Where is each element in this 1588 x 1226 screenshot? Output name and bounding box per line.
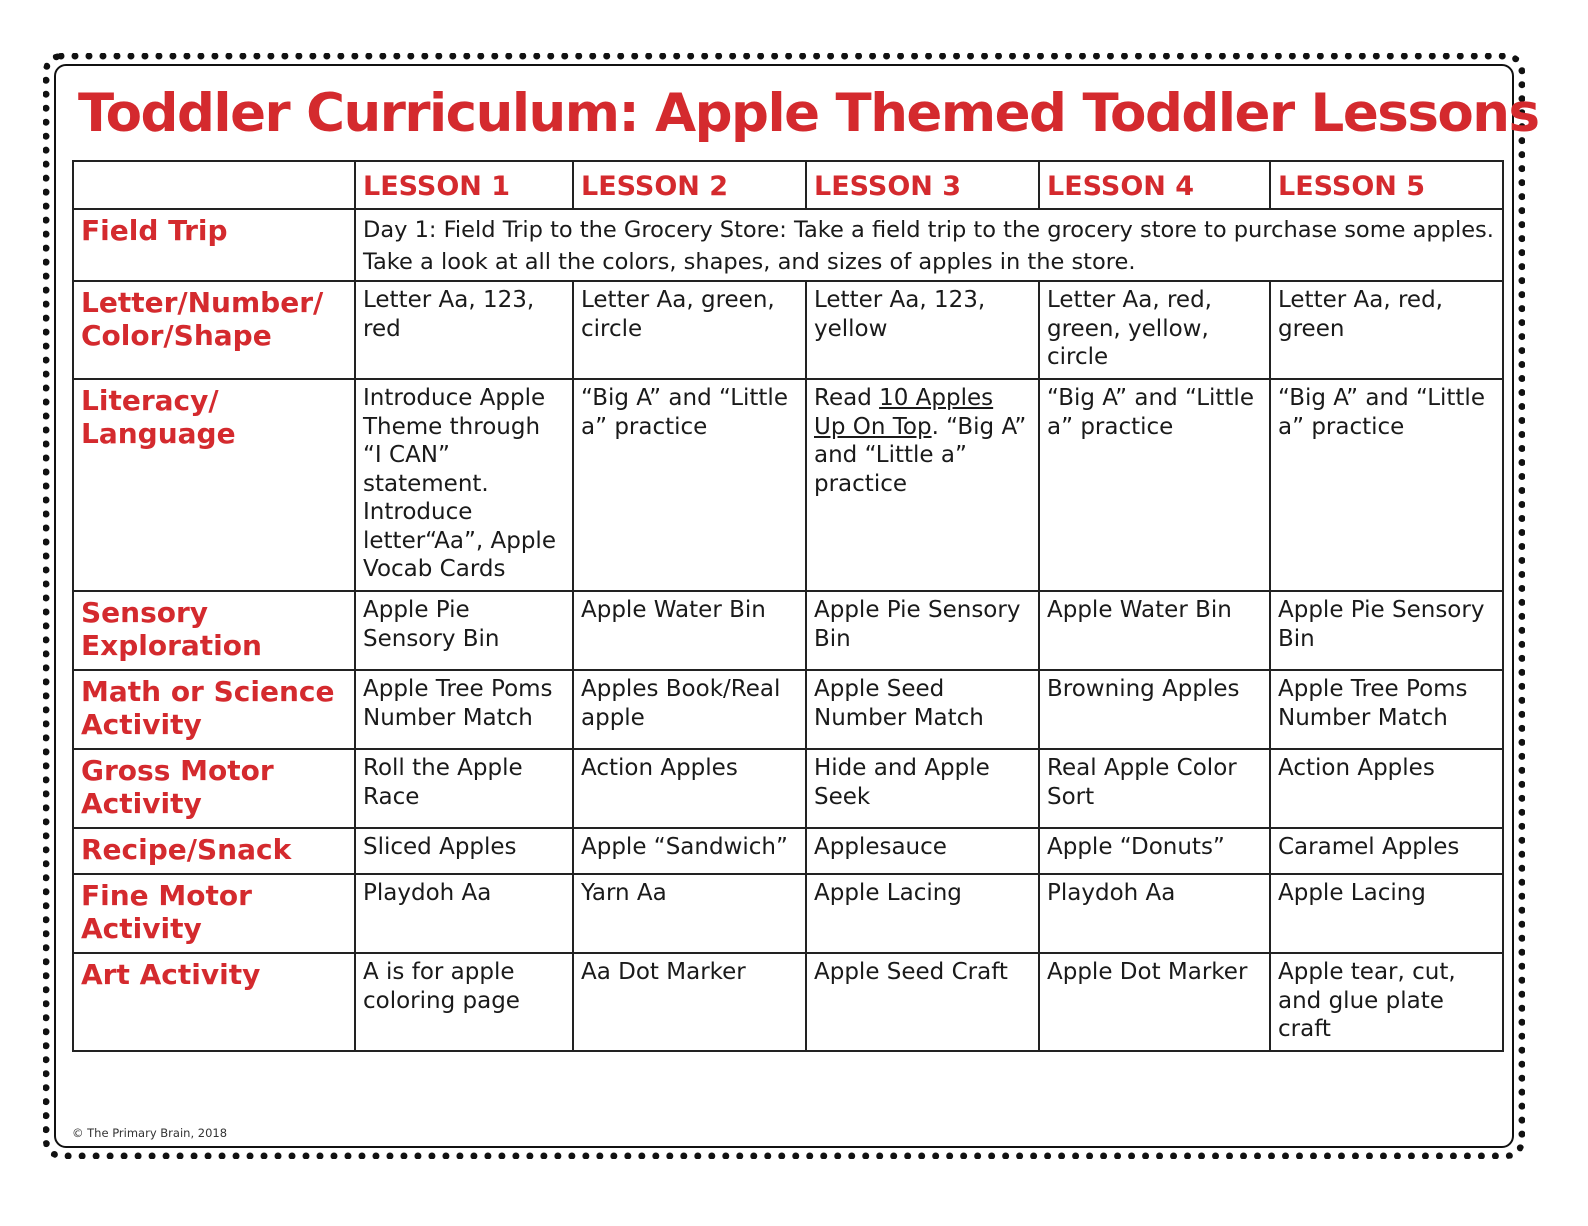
row-label: Art Activity [73,953,355,1051]
table-cell: Apple Pie Sensory Bin [806,591,1039,670]
table-cell: Browning Apples [1039,670,1270,749]
row-label: Fine Motor Activity [73,874,355,953]
header-row [73,161,1503,209]
table-cell: Apple “Donuts” [1039,828,1270,874]
field-trip-description: Day 1: Field Trip to the Grocery Store: Take a field trip to the grocery store to purchase some apples. Take a look at all the colors, shapes, and sizes of apples in the store. [355,209,1503,281]
table-cell: Letter Aa, green, circle [573,281,806,379]
table-cell: Playdoh Aa [355,874,573,953]
row-label: Recipe/Snack [73,828,355,874]
table-cell: Apple Dot Marker [1039,953,1270,1051]
table-cell: Apple Seed Number Match [806,670,1039,749]
lesson-header: LESSON 1 [355,161,573,209]
corner-cell [73,161,355,209]
table-row [73,874,1503,953]
table-cell: Apple Tree Poms Number Match [1270,670,1503,749]
table-row [73,379,1503,591]
table-row [73,591,1503,670]
table-cell: Apple Seed Craft [806,953,1039,1051]
table-cell: Apple Water Bin [1039,591,1270,670]
table-cell: Letter Aa, 123, red [355,281,573,379]
table-cell: Playdoh Aa [1039,874,1270,953]
table-cell: Apple Lacing [1270,874,1503,953]
page-title: Toddler Curriculum: Apple Themed Toddler Lessons [78,83,1539,144]
table-row [73,281,1503,379]
table-cell: Introduce Apple Theme through “I CAN” statement. Introduce letter“Aa”, Apple Vocab Cards [355,379,573,591]
table-cell: Apple Lacing [806,874,1039,953]
table-cell: Letter Aa, red, green, yellow, circle [1039,281,1270,379]
table-cell: Apple tear, cut, and glue plate craft [1270,953,1503,1051]
table-cell: Sliced Apples [355,828,573,874]
row-label: Sensory Exploration [73,591,355,670]
table-cell: Apple Pie Sensory Bin [1270,591,1503,670]
table-cell: Apple Tree Poms Number Match [355,670,573,749]
table-cell: Real Apple Color Sort [1039,749,1270,828]
table-row [73,953,1503,1051]
table-cell: Apples Book/Real apple [573,670,806,749]
table-row [73,749,1503,828]
table-cell: Yarn Aa [573,874,806,953]
table-cell: Aa Dot Marker [573,953,806,1051]
table-cell: Letter Aa, 123, yellow [806,281,1039,379]
lesson-header: LESSON 5 [1270,161,1503,209]
lesson-header: LESSON 3 [806,161,1039,209]
lesson-header: LESSON 4 [1039,161,1270,209]
table-cell: “Big A” and “Little a” practice [573,379,806,591]
table-cell: Action Apples [573,749,806,828]
row-label: Field Trip [73,209,355,281]
cell-text: . “Big A” and “Little a” practice [814,413,1027,497]
book-title: 10 Apples Up On Top [814,385,994,440]
table-cell: Letter Aa, red, green [1270,281,1503,379]
table-cell: Action Apples [1270,749,1503,828]
row-label: Gross Motor Activity [73,749,355,828]
table-cell: “Big A” and “Little a” practice [1039,379,1270,591]
table-cell: Hide and Apple Seek [806,749,1039,828]
table-cell: Roll the Apple Race [355,749,573,828]
lesson-plan-table [72,160,1504,1052]
table-cell [806,379,1039,591]
table-row [73,209,1503,281]
cell-text: Read [814,385,880,411]
table-row [73,670,1503,749]
table-cell: Apple Pie Sensory Bin [355,591,573,670]
table-cell: A is for apple coloring page [355,953,573,1051]
table-cell: “Big A” and “Little a” practice [1270,379,1503,591]
table-cell: Caramel Apples [1270,828,1503,874]
copyright-footer: © The Primary Brain, 2018 [72,1126,228,1140]
lesson-header: LESSON 2 [573,161,806,209]
table-cell: Applesauce [806,828,1039,874]
row-label: Letter/Number/ Color/Shape [73,281,355,379]
row-label: Literacy/ Language [73,379,355,591]
table-row [73,828,1503,874]
table-cell: Apple “Sandwich” [573,828,806,874]
row-label: Math or Science Activity [73,670,355,749]
table-cell: Apple Water Bin [573,591,806,670]
